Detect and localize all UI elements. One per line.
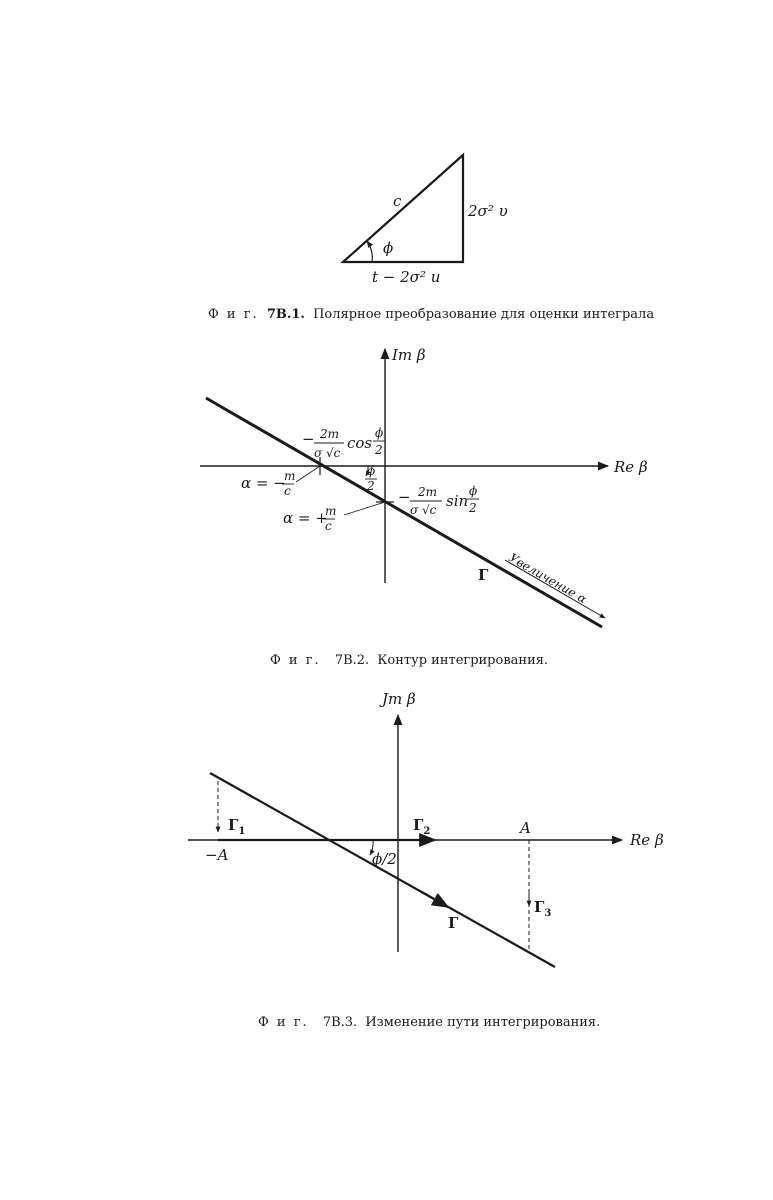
svg-text:2m: 2m — [418, 485, 438, 499]
svg-text:2: 2 — [375, 443, 383, 457]
vertical-side-label: 2σ² υ — [468, 202, 508, 220]
minus-a-label: −A — [205, 846, 229, 864]
half-angle-label — [365, 464, 377, 493]
svg-text:−: − — [398, 488, 411, 506]
svg-text:ϕ: ϕ — [367, 464, 376, 478]
cos-term-label — [302, 426, 385, 460]
contour-line-gamma — [210, 773, 555, 967]
re-axis-label: Re β — [630, 831, 664, 849]
svg-text:m: m — [284, 469, 296, 483]
svg-text:2: 2 — [367, 479, 375, 493]
svg-text:m: m — [325, 504, 337, 518]
gamma-direction-arrow — [420, 891, 448, 907]
figure-3-caption: Ф и г. 7В.3. Изменение пути интегрирования. — [258, 1015, 601, 1030]
figure-3-path-change — [188, 690, 664, 967]
sin-term-label — [398, 484, 479, 517]
horizontal-side-label: t − 2σ² u — [372, 268, 441, 286]
figure-1-polar-triangle — [343, 155, 508, 286]
svg-text:ϕ: ϕ — [469, 484, 478, 498]
gamma-3-label: $Г_3$ — [534, 898, 552, 919]
gamma-label: Г — [448, 914, 459, 932]
a-label: A — [520, 819, 531, 837]
gamma-2-label: $Г_2$ — [413, 816, 431, 837]
svg-text:σ √c: σ √c — [314, 446, 341, 460]
contour-line-gamma — [206, 398, 602, 627]
svg-text:c: c — [325, 519, 332, 533]
figure-2-integration-contour — [200, 346, 648, 627]
svg-text:α = −: α = − — [241, 474, 286, 492]
angle-phi-label: ϕ — [383, 239, 394, 257]
re-axis-label: Re β — [614, 458, 648, 476]
alpha-minus-label — [241, 469, 295, 498]
svg-text:c: c — [284, 484, 291, 498]
figure-2-caption: Ф и г. 7В.2. Контур интегрирования. — [270, 653, 549, 668]
angle-arc — [367, 241, 372, 262]
svg-text:σ √c: σ √c — [410, 503, 437, 517]
alpha-plus-label — [283, 504, 336, 533]
svg-text:−: − — [302, 430, 315, 448]
triangle-outline — [343, 155, 463, 262]
gamma-label: Г — [478, 566, 489, 584]
svg-text:2: 2 — [469, 501, 477, 515]
im-axis-label: Jm β — [382, 690, 416, 708]
svg-text:ϕ: ϕ — [375, 426, 384, 440]
svg-text:sin: sin — [446, 492, 469, 510]
hypotenuse-label: c — [393, 192, 402, 210]
im-axis-label: Im β — [392, 346, 426, 364]
half-angle-label: ϕ/2 — [372, 850, 397, 868]
leader-alpha-minus — [296, 466, 320, 482]
increase-alpha-label: Увеличение α — [506, 550, 590, 607]
svg-text:2m: 2m — [320, 427, 340, 441]
leader-alpha-plus — [344, 502, 385, 515]
figure-1-caption: Ф и г. 7В.1. Полярное преобразование для оценки интеграла — [208, 307, 655, 322]
svg-text:α = +: α = + — [283, 509, 328, 527]
svg-text:cos: cos — [347, 434, 373, 452]
gamma-1-label: $Г_1$ — [228, 816, 246, 837]
